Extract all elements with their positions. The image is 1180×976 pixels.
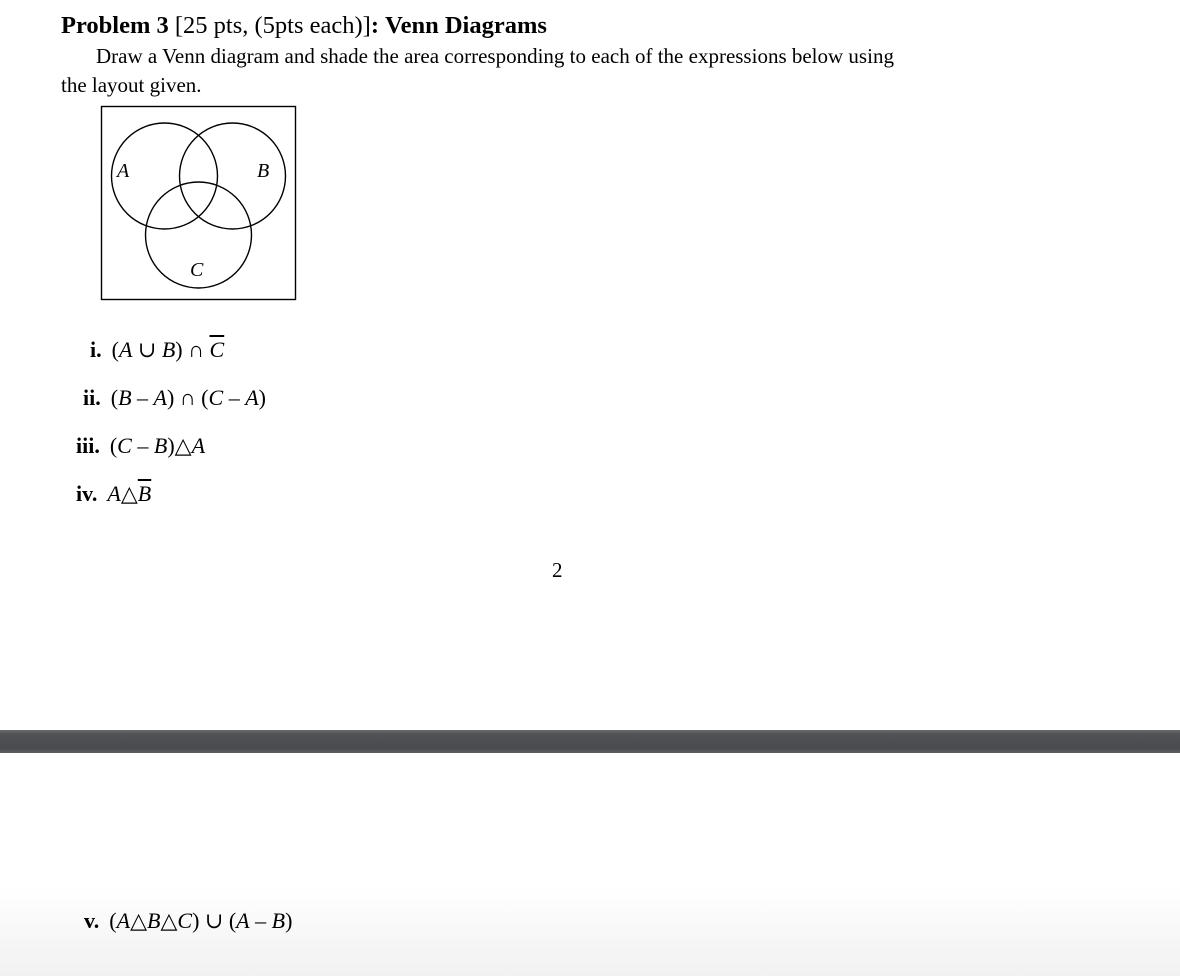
label-a: A [117, 160, 130, 182]
page-divider [0, 730, 1180, 753]
circle-b [180, 123, 286, 229]
instruction-line-2: the layout given. [61, 73, 202, 97]
page-number: 2 [552, 558, 563, 582]
expression-iv: iv. $A\triangle\overline{B}$ [76, 481, 152, 506]
problem-label: Problem 3 [61, 12, 169, 39]
problem-heading: Problem 3 [25 pts, (5pts each)]: Venn Diagrams [61, 12, 547, 39]
expression-i: i. (A ∪ B) ∩ $\overline{C}$ [90, 337, 225, 362]
problem-points: [25 pts, (5pts each)] [174, 12, 371, 39]
label-c: C [190, 259, 204, 281]
instruction-line-1: Draw a Venn diagram and shade the area corresponding to each of the expressions below using [96, 44, 894, 68]
page-2 [0, 753, 1180, 976]
label-b: B [257, 160, 270, 182]
problem-topic: Venn Diagrams [385, 12, 547, 39]
expression-iii: iii. (C – B)△A [76, 433, 206, 458]
expression-v: v. (A△B△C) ∪ (A – B) [84, 908, 293, 933]
expression-ii: ii. (B – A) ∩ (C – A) [83, 385, 266, 410]
venn-diagram [100, 105, 298, 301]
